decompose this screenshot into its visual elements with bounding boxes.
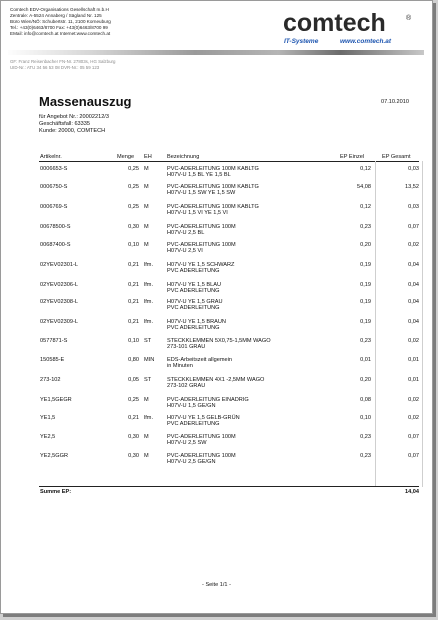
document-meta [39,114,109,135]
cell-article: 0006769-S [40,204,68,210]
header-gradient-bar [8,50,424,55]
sum-label: Summe EP: [40,489,72,495]
cell-ep: 0,19 [360,299,371,305]
table-row [1,415,432,435]
cell-total: 0,04 [408,262,419,268]
cell-desc-line1: PVC-ADERLEITUNG EINADRIG [167,397,249,403]
cell-desc-line1: PVC-ADERLEITUNG 100M KABLTG [167,166,259,172]
cell-desc-line2: H07V-U 2,5 BL [167,230,205,237]
cell-desc-line2: PVC ADERLEITUNG [167,288,220,295]
cell-total: 0,04 [408,282,419,288]
cell-ep: 54,08 [357,184,371,190]
cell-ep: 0,23 [360,224,371,230]
page-number: - Seite 1/1 - [202,582,231,588]
cell-qty: 0,10 [128,338,139,344]
cell-article: 0006750-S [40,184,68,190]
cell-qty: 0,10 [128,242,139,248]
logo-subtitle: IT-Systeme [284,38,319,45]
cell-article: 02YEV02309-L [40,319,78,325]
cell-qty: 0,21 [128,319,139,325]
cell-desc-line1: PVC-ADERLEITUNG 100M KABLTG [167,204,259,210]
company-line: Comtech EDV-Organisations Gesellschaft m.b.H [10,7,109,12]
cell-article: 02YEV02308-L [40,299,78,305]
cell-ep: 0,01 [360,357,371,363]
cell-article: YE1,5GEGR [40,397,72,403]
cell-unit: MIN [144,357,155,363]
cell-qty: 0,21 [128,282,139,288]
cell-unit: M [144,224,149,230]
cell-qty: 0,25 [128,397,139,403]
cell-ep: 0,19 [360,282,371,288]
table-row [1,204,432,224]
cell-qty: 0,30 [128,453,139,459]
cell-desc-line2: 273-101 GRAU [167,344,206,351]
cell-qty: 0,05 [128,377,139,383]
cell-desc-line1: STECKKLEMMEN 5X0,75-1,5MM WAGO [167,338,271,344]
table-row [1,299,432,319]
cell-desc-line2: PVC ADERLEITUNG [167,305,220,312]
cell-ep: 0,23 [360,453,371,459]
meta-line: Kunde: 20000, COMTECH [39,128,106,134]
table-row [1,397,432,417]
cell-desc-line1: H07V-U YE 1,5 BLAU [167,282,221,288]
cell-article: 00687400-S [40,242,71,248]
cell-desc-line2: PVC ADERLEITUNG [167,268,220,275]
cell-ep: 0,20 [360,242,371,248]
table-row [1,319,432,339]
document-date: 07.10.2010 [381,99,409,105]
meta-line: für Angebot Nr.: 20002212/3 [39,114,109,120]
cell-desc-line1: EDS-Arbeitszeit allgemein [167,357,232,363]
company-line: Tel.: +43(0)6463/8700 Fax: +43(0)6463/8700 99 [10,25,108,31]
logo-url: www.comtech.at [340,38,392,45]
document-title: Massenauszug [39,94,132,109]
cell-desc-line2: H07V-U 1,5 SW YE 1,5 SW [167,190,236,197]
header-ep: EP Einzel [340,154,365,160]
cell-unit: M [144,434,149,440]
legal-info [10,59,115,71]
cell-article: 00678500-S [40,224,71,230]
table-row [1,224,432,244]
cell-desc-line2: PVC ADERLEITUNG [167,325,220,332]
table-row [1,166,432,186]
cell-ep: 0,10 [360,415,371,421]
company-line: Büro Wien/NÖ: Schubertstr. 11, 2100 Korneuburg [10,19,111,25]
company-address [10,7,111,37]
table-row [1,357,432,377]
cell-total: 0,01 [408,357,419,363]
cell-ep: 0,23 [360,434,371,440]
cell-unit: M [144,184,149,190]
cell-article: 150585-E [40,357,65,363]
cell-qty: 0,80 [128,357,139,363]
cell-unit: M [144,242,149,248]
cell-total: 0,01 [408,377,419,383]
table-header-rule [39,161,419,162]
header-desc: Bezeichnung [167,154,200,160]
cell-desc-line1: PVC-ADERLEITUNG 100M [167,242,236,248]
table-row [1,377,432,397]
cell-desc-line2: PVC ADERLEITUNG [167,421,220,428]
cell-desc-line1: PVC-ADERLEITUNG 100M [167,453,236,459]
table-row [1,453,432,473]
cell-desc-line2: in Minuten [167,363,193,370]
header-article: Artikelnr. [40,154,62,160]
company-line: Zentrale: A-5524 Annaberg / Sägland Nr. 125 [10,13,102,19]
cell-article: YE2,5 [40,434,56,440]
cell-unit: ST [144,338,152,344]
table-row [1,242,432,262]
cell-article: 0577871-S [40,338,68,344]
cell-ep: 0,12 [360,166,371,172]
comtech-logo [283,9,413,45]
header-unit: EH [144,154,152,160]
cell-total: 0,03 [408,204,419,210]
cell-qty: 0,21 [128,415,139,421]
cell-total: 0,07 [408,434,419,440]
cell-qty: 0,30 [128,434,139,440]
cell-qty: 0,25 [128,204,139,210]
cell-article: 273-102 [40,377,61,383]
cell-unit: M [144,204,149,210]
cell-ep: 0,08 [360,397,371,403]
cell-qty: 0,21 [128,262,139,268]
cell-unit: lfm. [144,415,154,421]
cell-desc-line2: H07V-U 2,5 GE/GN [167,459,216,466]
cell-total: 13,52 [405,184,419,190]
company-line: EMail: info@comtech.at Internet:www.comtech.at [10,31,111,37]
cell-total: 0,03 [408,166,419,172]
cell-unit: M [144,397,149,403]
cell-unit: lfm. [144,262,154,268]
cell-total: 0,02 [408,397,419,403]
cell-desc-line1: H07V-U YE 1,5 GELB-GRÜN [167,415,240,421]
cell-desc-line1: PVC-ADERLEITUNG 100M [167,224,236,230]
cell-ep: 0,19 [360,319,371,325]
cell-article: YE1,5 [40,415,56,421]
table-row [1,184,432,204]
cell-ep: 0,23 [360,338,371,344]
cell-desc-line2: H07V-U 2,5 VI [167,248,203,255]
cell-ep: 0,12 [360,204,371,210]
cell-unit: lfm. [144,299,154,305]
comtech-logo-mark [283,9,413,37]
cell-total: 0,02 [408,415,419,421]
cell-qty: 0,21 [128,299,139,305]
sum-value: 14,04 [405,489,419,495]
legal-line: GF: Franz Reisenbacher FN-Nr. 27803s, HG Salzburg [10,59,116,64]
cell-desc-line2: H07V-U 1,5 GE/GN [167,403,216,410]
cell-desc-line2: H07V-U 1,5 BL YE 1,5 BL [167,172,231,179]
cell-total: 0,07 [408,224,419,230]
legal-line: UID-Nr.: ATU 34 56 53 08 DVR-Nr.: 05 59 123 [10,65,100,70]
cell-desc-line1: PVC-ADERLEITUNG 100M KABLTG [167,184,259,190]
cell-unit: lfm. [144,282,154,288]
header-qty: Menge [117,154,135,160]
cell-ep: 0,20 [360,377,371,383]
cell-desc-line1: H07V-U YE 1,5 GRAU [167,299,223,305]
cell-qty: 0,25 [128,184,139,190]
cell-article: 02YEV02306-L [40,282,78,288]
cell-desc-line2: H07V-U 1,5 VI YE 1,5 VI [167,210,228,217]
logo-registered-mark: ® [406,15,412,22]
logo-wordmark: comtech [283,9,386,37]
table-row [1,338,432,358]
cell-total: 0,04 [408,299,419,305]
cell-desc-line1: H07V-U YE 1,5 SCHWARZ [167,262,235,268]
cell-qty: 0,25 [128,166,139,172]
cell-total: 0,02 [408,242,419,248]
cell-unit: M [144,453,149,459]
cell-unit: M [144,166,149,172]
table-sum-rule [39,486,419,487]
cell-desc-line1: H07V-U YE 1,5 BRAUN [167,319,226,325]
meta-line: Geschäftsfall: 63335 [39,121,90,127]
cell-total: 0,04 [408,319,419,325]
cell-desc-line1: PVC-ADERLEITUNG 100M [167,434,236,440]
cell-desc-line2: H07V-U 2,5 SW [167,440,207,447]
cell-qty: 0,30 [128,224,139,230]
cell-article: 0006653-S [40,166,68,172]
header-total: EP Gesamt [382,154,411,160]
cell-article: YE2,5GGR [40,453,68,459]
cell-total: 0,02 [408,338,419,344]
cell-article: 02YEV02301-L [40,262,78,268]
cell-ep: 0,19 [360,262,371,268]
table-row [1,262,432,282]
table-row [1,434,432,454]
cell-desc-line2: 273-102 GRAU [167,383,206,390]
cell-desc-line1: STECKKLEMMEN 4X1 -2,5MM WAGO [167,377,265,383]
cell-unit: ST [144,377,152,383]
cell-total: 0,07 [408,453,419,459]
cell-unit: lfm. [144,319,154,325]
